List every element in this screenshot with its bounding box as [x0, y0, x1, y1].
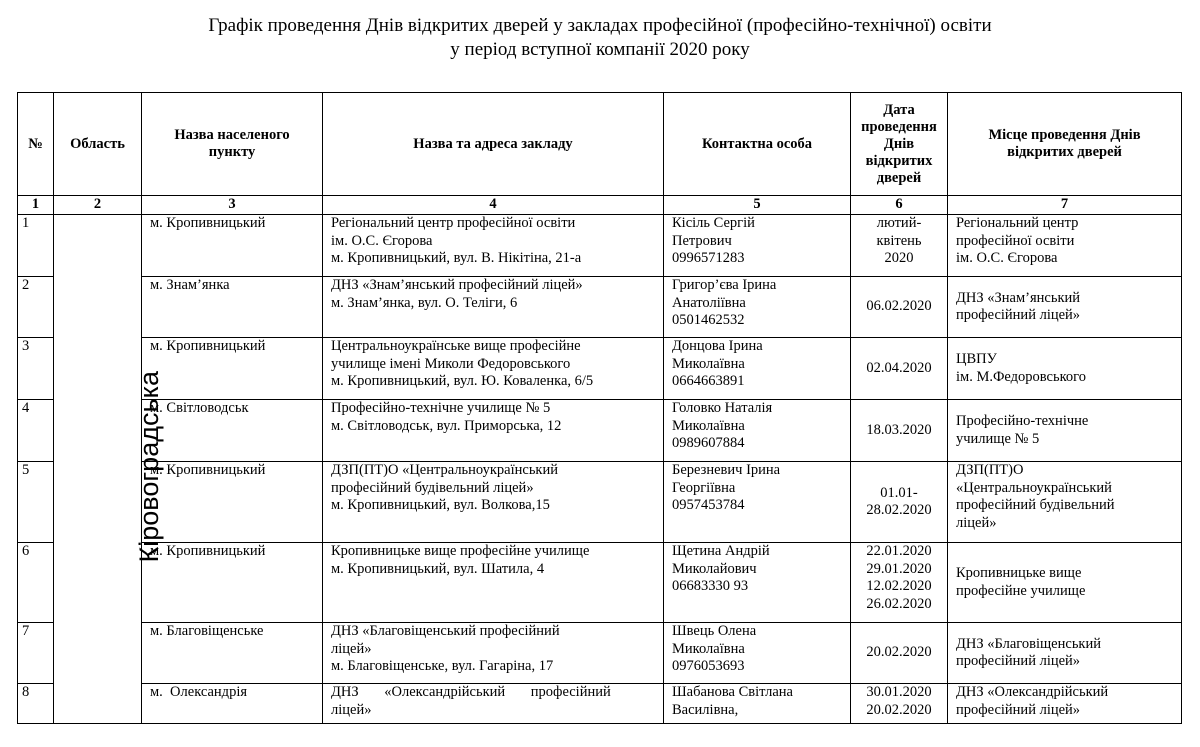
row-number: 6 — [18, 543, 54, 623]
contact-cell — [664, 338, 851, 400]
place-cell — [948, 623, 1182, 684]
contact-line: 0664663891 — [672, 373, 745, 389]
row-number: 5 — [18, 462, 54, 543]
contact-line: Шабанова Світлана — [672, 684, 793, 700]
place-cell — [948, 215, 1182, 277]
institution-line: Центральноукраїнське вище професійне — [331, 338, 581, 354]
place-line: ім. О.С. Єгорова — [956, 250, 1058, 266]
place-line: професійний ліцей» — [956, 653, 1081, 669]
column-number: 4 — [323, 196, 664, 215]
contact-line: Головко Наталія — [672, 400, 773, 416]
place-line: ім. М.Федоровського — [956, 368, 1087, 385]
institution-cell — [323, 215, 664, 277]
contact-line: Миколаївна — [672, 417, 745, 434]
institution-line: професійний будівельний ліцей» — [331, 479, 534, 496]
table-row — [18, 400, 1182, 462]
contact-line: Березневич Ірина — [672, 462, 781, 478]
institution-line: м. Знам’янка, вул. О. Телiги, 6 — [331, 294, 518, 311]
date-line: 2020 — [884, 250, 914, 266]
institution-line: м. Світловодськ, вул. Приморська, 12 — [331, 417, 562, 434]
column-number: 2 — [54, 196, 142, 215]
date-line: 28.02.2020 — [866, 502, 932, 518]
header-number: № — [18, 93, 54, 196]
header-place: Місце проведення Днів відкритих дверей — [948, 93, 1182, 196]
institution-line: ДНЗ «Олександрійський професійний — [331, 684, 611, 700]
date-cell — [851, 462, 948, 543]
date-line: 26.02.2020 — [866, 595, 932, 612]
institution-cell — [323, 684, 664, 724]
date-line: 01.01- — [880, 484, 918, 501]
place-line: професійної освіти — [956, 232, 1075, 249]
contact-line: Анатоліївна — [672, 294, 746, 311]
contact-line: 0957453784 — [672, 497, 745, 513]
contact-line: 06683330 93 — [672, 578, 749, 594]
institution-line: ліцей» — [331, 701, 372, 718]
contact-cell — [664, 684, 851, 724]
row-number: 2 — [18, 277, 54, 338]
contact-line: 0501462532 — [672, 312, 745, 328]
contact-line: Василівна, — [672, 701, 739, 718]
date-line: 30.01.2020 — [866, 684, 932, 700]
column-numbers-row — [18, 196, 1182, 215]
institution-line: м. Кропивницький, вул. Волкова,15 — [331, 497, 550, 513]
place-cell — [948, 277, 1182, 338]
header-oblast: Область — [54, 93, 142, 196]
institution-line: ліцей» — [331, 640, 372, 657]
contact-line: Григор’єва Ірина — [672, 277, 777, 293]
header-row — [18, 93, 1182, 196]
institution-cell — [323, 400, 664, 462]
table-row — [18, 462, 1182, 543]
place-cell — [948, 543, 1182, 623]
date-cell — [851, 623, 948, 684]
institution-line: Кропивницьке вище професійне училище — [331, 543, 590, 559]
column-number: 5 — [664, 196, 851, 215]
table-row — [18, 215, 1182, 277]
institution-line: м. Кропивницький, вул. Шатила, 4 — [331, 560, 545, 577]
place-line: професійний ліцей» — [956, 307, 1081, 323]
contact-line: Щетина Андрій — [672, 543, 770, 559]
institution-line: Професійно-технічне училище № 5 — [331, 400, 551, 416]
contact-line: Донцова Ірина — [672, 338, 763, 354]
place-line: професійне училище — [956, 582, 1086, 599]
contact-line: Георгіївна — [672, 479, 736, 496]
institution-cell — [323, 543, 664, 623]
institution-cell — [323, 338, 664, 400]
place-line: ДНЗ «Олександрійський — [956, 684, 1109, 700]
place-line: училище № 5 — [956, 430, 1040, 447]
institution-cell — [323, 277, 664, 338]
city-cell: м. Олександрія — [142, 684, 323, 724]
institution-cell — [323, 462, 664, 543]
column-number: 6 — [851, 196, 948, 215]
table-row — [18, 623, 1182, 684]
header-institution: Назва та адреса закладу — [323, 93, 664, 196]
contact-line: Швець Олена — [672, 623, 757, 639]
place-line: ДНЗ «Знам’янський — [956, 289, 1081, 306]
place-cell — [948, 400, 1182, 462]
institution-line: м. Кропивницький, вул. Ю. Коваленка, 6/5 — [331, 373, 594, 389]
date-line: 22.01.2020 — [866, 543, 932, 559]
institution-line: Регіональний центр професійної освіти — [331, 215, 576, 231]
row-number: 8 — [18, 684, 54, 724]
contact-cell — [664, 215, 851, 277]
date-line: 20.02.2020 — [866, 644, 932, 661]
table-row — [18, 543, 1182, 623]
institution-line: ДНЗ «Благовіщенський професійний — [331, 623, 560, 639]
place-cell — [948, 462, 1182, 543]
table-row — [18, 277, 1182, 338]
title-line-1: Графік проведення Днів відкритих дверей у закладах професійної (професійно-технічної) освіти — [208, 15, 992, 36]
date-line: 02.04.2020 — [866, 359, 932, 376]
contact-line: Миколайович — [672, 560, 757, 577]
place-cell — [948, 338, 1182, 400]
date-cell — [851, 215, 948, 277]
date-cell — [851, 543, 948, 623]
place-line: ДНЗ «Благовіщенський — [956, 635, 1101, 652]
institution-line: училище імені Миколи Федоровського — [331, 355, 571, 372]
row-number: 4 — [18, 400, 54, 462]
contact-line: 0989607884 — [672, 435, 745, 451]
date-cell — [851, 338, 948, 400]
institution-line: ДЗП(ПТ)О «Центральноукраїнський — [331, 462, 559, 478]
contact-line: Петрович — [672, 232, 732, 249]
place-line: «Центральноукраїнський — [956, 479, 1112, 496]
date-line: 20.02.2020 — [866, 701, 932, 718]
place-line: Професійно-технічне — [956, 413, 1089, 429]
city-cell: м. Кропивницький — [142, 215, 323, 277]
table-row — [18, 684, 1182, 724]
date-cell — [851, 400, 948, 462]
place-line: Кропивницьке вище — [956, 565, 1082, 581]
place-line: ДЗП(ПТ)О — [956, 462, 1024, 478]
place-cell — [948, 684, 1182, 724]
city-cell: м. Кропивницький — [142, 462, 323, 543]
institution-line: м. Благовіщенське, вул. Гагаріна, 17 — [331, 658, 554, 674]
column-number: 3 — [142, 196, 323, 215]
place-line: ЦВПУ — [956, 351, 997, 367]
oblast-cell — [54, 215, 164, 724]
institution-line: ДНЗ «Знам’янський професійний ліцей» — [331, 277, 583, 293]
column-number: 7 — [948, 196, 1182, 215]
header-date: Дата проведення Днів відкритих дверей — [851, 93, 948, 196]
schedule-table — [17, 92, 1182, 724]
date-line: лютий- — [876, 215, 922, 231]
date-cell — [851, 684, 948, 724]
oblast-name: Кіровоградська — [133, 370, 164, 563]
city-cell: м. Знам’янка — [142, 277, 323, 338]
document-title — [0, 14, 1200, 62]
date-line: 12.02.2020 — [866, 578, 932, 594]
row-number: 7 — [18, 623, 54, 684]
header-contact: Контактна особа — [664, 93, 851, 196]
date-cell — [851, 277, 948, 338]
contact-cell — [664, 543, 851, 623]
row-number: 3 — [18, 338, 54, 400]
header-city: Назва населеного пункту — [142, 93, 323, 196]
contact-line: Кісіль Сергій — [672, 215, 755, 231]
title-line-2: у період вступної компанії 2020 року — [450, 39, 750, 60]
place-line: Регіональний центр — [956, 215, 1079, 231]
contact-cell — [664, 623, 851, 684]
contact-cell — [664, 277, 851, 338]
contact-cell — [664, 462, 851, 543]
date-line: 29.01.2020 — [866, 560, 932, 577]
contact-line: Миколаївна — [672, 640, 745, 657]
column-number: 1 — [18, 196, 54, 215]
contact-cell — [664, 400, 851, 462]
place-line: ліцей» — [956, 514, 997, 531]
table-row — [18, 338, 1182, 400]
institution-cell — [323, 623, 664, 684]
date-line: 06.02.2020 — [866, 298, 932, 315]
contact-line: 0996571283 — [672, 250, 745, 266]
contact-line: 0976053693 — [672, 658, 745, 674]
row-number: 1 — [18, 215, 54, 277]
place-line: професійний ліцей» — [956, 701, 1081, 718]
date-line: 18.03.2020 — [866, 421, 932, 438]
city-cell: м. Кропивницький — [142, 338, 323, 400]
institution-line: ім. О.С. Єгорова — [331, 232, 433, 249]
contact-line: Миколаївна — [672, 355, 745, 372]
city-cell: м. Світловодськ — [142, 400, 323, 462]
date-line: квітень — [876, 232, 922, 249]
place-line: професійний будівельний — [956, 497, 1115, 513]
city-cell: м. Кропивницький — [142, 543, 323, 623]
city-cell: м. Благовіщенське — [142, 623, 323, 684]
institution-line: м. Кропивницький, вул. В. Нікітіна, 21-а — [331, 250, 582, 266]
